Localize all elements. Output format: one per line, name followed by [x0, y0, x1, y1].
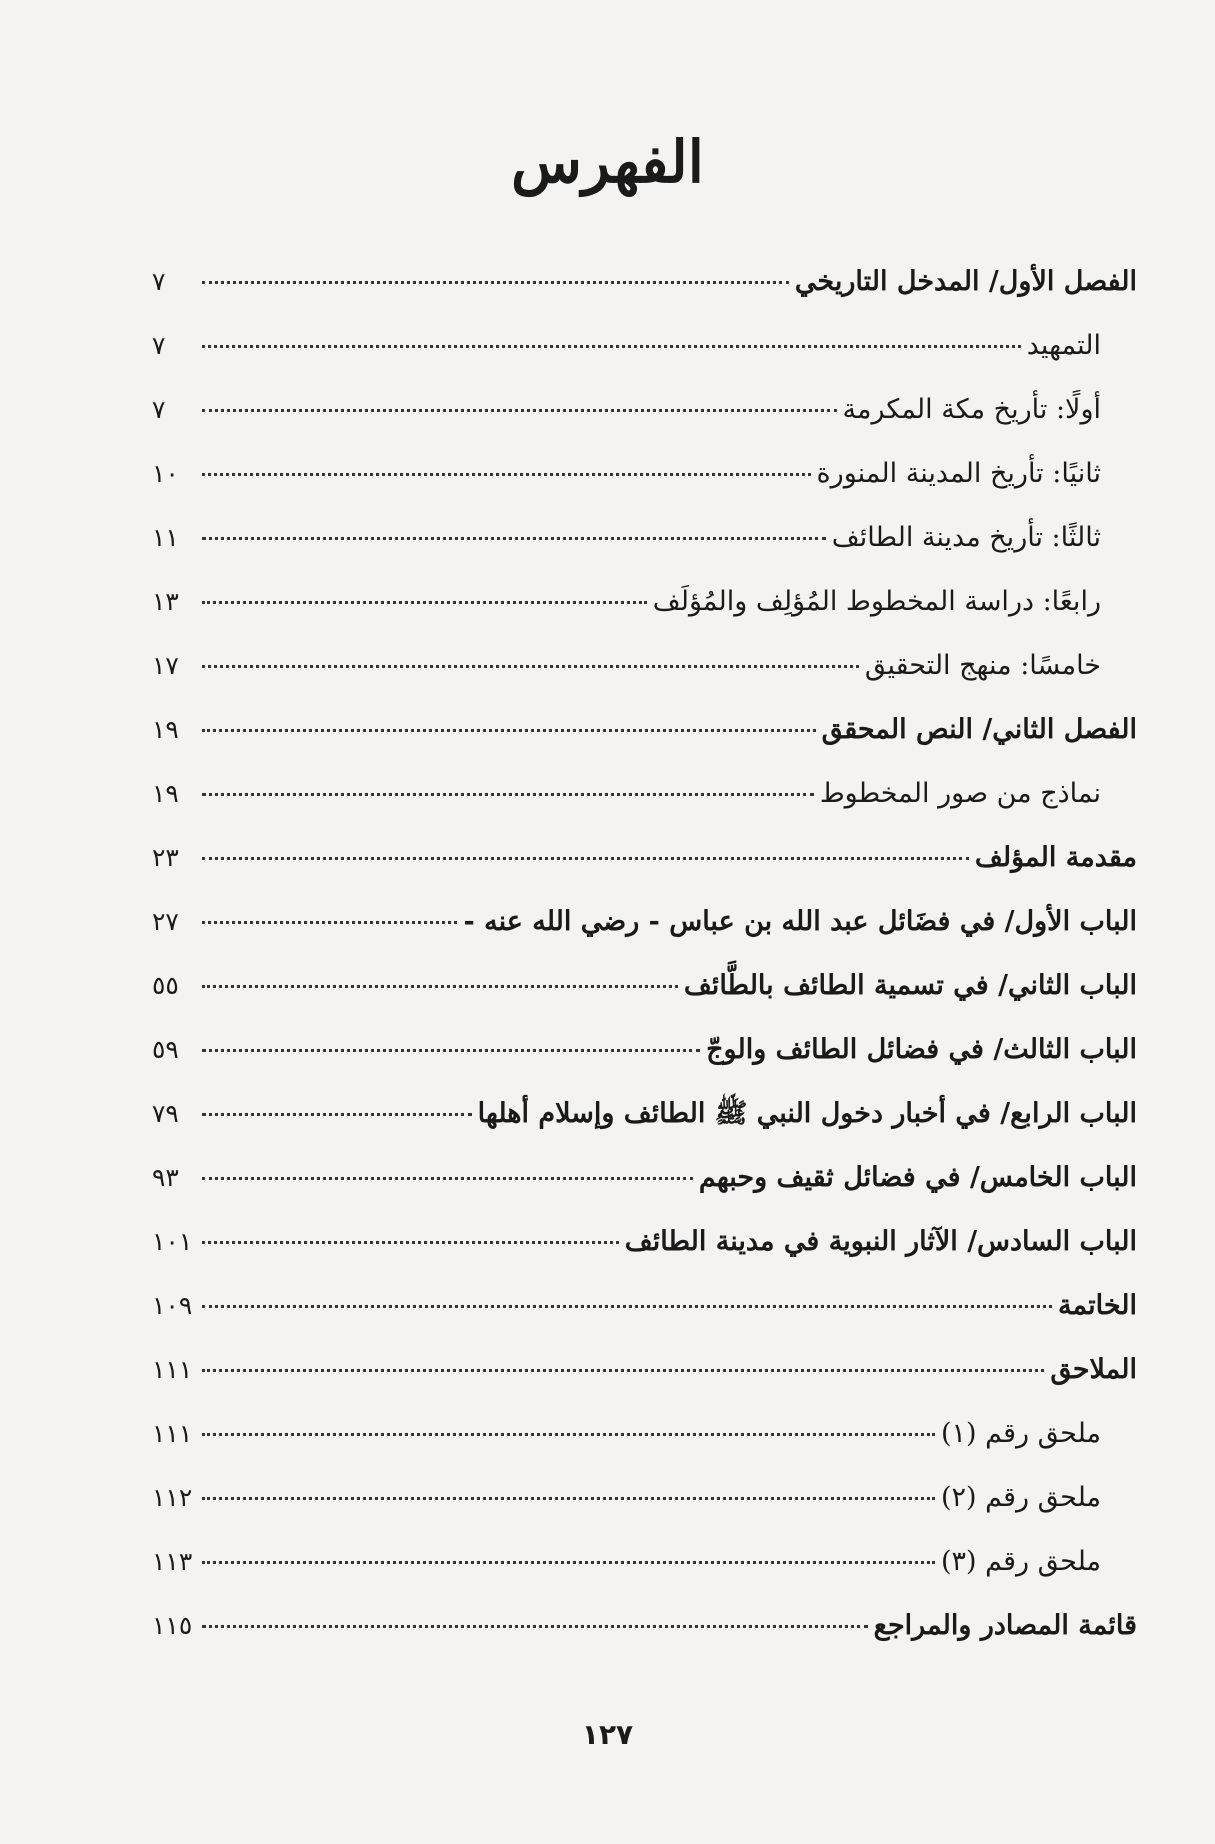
toc-entry: [152, 262, 1137, 326]
dot-leader: [202, 1369, 1044, 1372]
toc-entry-text: في فضَائل عبد الله بن عباس - رضي الله عنه -: [463, 906, 996, 937]
toc-entry: [152, 326, 1137, 390]
toc-entry-page: ٥٥: [152, 971, 179, 1000]
toc-entry-title: [817, 454, 1101, 494]
toc-entry-page: ٢٣: [152, 843, 179, 872]
toc-entry-title: [795, 262, 1137, 302]
toc-entry-title: [653, 582, 1101, 622]
toc-entry-title: [941, 1414, 1101, 1454]
dot-leader: [202, 537, 826, 540]
toc-entry-page: ١٠١: [152, 1227, 193, 1256]
toc-entry: [152, 1286, 1137, 1350]
page-title: الفهرس: [511, 128, 704, 196]
toc-entry-text: الملاحق: [1050, 1354, 1137, 1385]
toc-entry: [152, 838, 1137, 902]
dot-leader: [202, 985, 678, 988]
dot-leader: [202, 1625, 868, 1628]
toc-entry-page: ٢٧: [152, 907, 179, 936]
toc-entry: [152, 582, 1137, 646]
toc-entry-page: ١١٢: [152, 1483, 193, 1512]
toc-entry-page: ١١٥: [152, 1611, 193, 1640]
toc-entry-page: ٩٣: [152, 1163, 179, 1192]
toc-entry-text: نماذج من صور المخطوط: [819, 778, 1101, 809]
toc-entry-text: الآثار النبوية في مدينة الطائف: [624, 1226, 958, 1257]
toc-entry-heading: الباب الخامس/: [969, 1162, 1137, 1193]
dot-leader: [202, 729, 816, 732]
toc-entry: [152, 1030, 1137, 1094]
toc-entry-page: ٥٩: [152, 1035, 179, 1064]
toc-entry-page: ١٠: [152, 459, 179, 488]
toc-entry: [152, 1158, 1137, 1222]
toc-entry-page: ١١١: [152, 1355, 193, 1384]
toc-entry-text: ملحق رقم (٣): [940, 1546, 1101, 1577]
dot-leader: [202, 409, 837, 412]
toc-entry: [152, 454, 1137, 518]
toc-entry-text: الفصل الثاني/ النص المحقق: [821, 714, 1137, 745]
toc-entry-text: ثالثًا: تأريخ مدينة الطائف: [831, 522, 1101, 553]
toc-entry: [152, 902, 1137, 966]
page-number: ١٢٧: [581, 1718, 634, 1751]
toc-entry-page: ١٩: [152, 715, 179, 744]
toc-entry-text: الخاتمة: [1058, 1290, 1137, 1321]
toc-entry-title: [478, 1094, 1137, 1134]
toc-entry-heading: الباب الأول/: [1004, 906, 1137, 937]
toc-entry-title: [975, 838, 1137, 878]
toc-entry-title: [463, 902, 1137, 942]
toc-entry-page: ٧٩: [152, 1099, 179, 1128]
toc-entry-page: ١١١: [152, 1419, 193, 1448]
toc-entry: [152, 1414, 1137, 1478]
toc-entry-heading: الباب الرابع/: [1000, 1098, 1137, 1129]
toc-entry-page: ١٩: [152, 779, 179, 808]
toc-entry: [152, 710, 1137, 774]
toc-entry: [152, 1606, 1137, 1670]
toc-entry-title: [1058, 1286, 1137, 1326]
toc-entry-text: التمهيد: [1026, 330, 1101, 361]
toc-entry: [152, 966, 1137, 1030]
toc-entry-title: [820, 774, 1101, 814]
toc-entry-title: [625, 1222, 1137, 1262]
toc-entry-title: [941, 1542, 1101, 1582]
toc-entry: [152, 1094, 1137, 1158]
toc-entry: [152, 390, 1137, 454]
toc-entry-text: ملحق رقم (١): [940, 1418, 1101, 1449]
toc-entry-text: ثانيًا: تأريخ المدينة المنورة: [816, 458, 1101, 489]
table-of-contents: [152, 262, 1137, 1670]
dot-leader: [202, 345, 1021, 348]
dot-leader: [202, 665, 859, 668]
toc-entry: [152, 1542, 1137, 1606]
dot-leader: [202, 1049, 700, 1052]
toc-entry-page: ٧: [152, 267, 166, 296]
dot-leader: [202, 281, 789, 284]
toc-entry-page: ١٧: [152, 651, 179, 680]
dot-leader: [202, 473, 811, 476]
toc-entry-text: في أخبار دخول النبي ﷺ الطائف وإسلام أهلها: [477, 1098, 991, 1129]
dot-leader: [202, 1561, 935, 1564]
dot-leader: [202, 601, 647, 604]
toc-entry: [152, 1350, 1137, 1414]
toc-entry-title: [699, 1158, 1137, 1198]
toc-entry-title: [684, 966, 1137, 1006]
toc-entry-title: [1027, 326, 1101, 366]
toc-entry: [152, 1478, 1137, 1542]
toc-entry-title: [941, 1478, 1101, 1518]
dot-leader: [202, 1113, 472, 1116]
toc-entry-text: أولًا: تأريخ مكة المكرمة: [842, 394, 1101, 425]
toc-entry-title: [822, 710, 1137, 750]
toc-entry-text: رابعًا: دراسة المخطوط المُؤلِف والمُؤلَف: [652, 586, 1101, 617]
toc-entry: [152, 518, 1137, 582]
dot-leader: [202, 857, 969, 860]
toc-entry-text: مقدمة المؤلف: [974, 842, 1137, 873]
toc-entry: [152, 774, 1137, 838]
toc-entry: [152, 646, 1137, 710]
toc-entry-text: في فضائل الطائف والوجّ: [706, 1034, 984, 1065]
toc-entry-title: [832, 518, 1101, 558]
toc-entry-text: قائمة المصادر والمراجع: [873, 1610, 1137, 1641]
toc-entry-page: ١٣: [152, 587, 179, 616]
dot-leader: [202, 793, 814, 796]
toc-entry-text: ملحق رقم (٢): [940, 1482, 1101, 1513]
toc-entry-text: خامسًا: منهج التحقيق: [864, 650, 1101, 681]
toc-entry-title: [1050, 1350, 1137, 1390]
dot-leader: [202, 1433, 935, 1436]
toc-entry-heading: الباب الثاني/: [998, 970, 1137, 1001]
dot-leader: [202, 1305, 1052, 1308]
dot-leader: [202, 1177, 693, 1180]
toc-entry-text: في فضائل ثقيف وحبهم: [698, 1162, 961, 1193]
toc-entry-heading: الباب الثالث/: [993, 1034, 1137, 1065]
toc-entry-title: [874, 1606, 1137, 1646]
toc-entry-title: [865, 646, 1101, 686]
toc-entry-page: ٧: [152, 331, 166, 360]
toc-entry-title: [706, 1030, 1137, 1070]
toc-entry-page: ١١: [152, 523, 179, 552]
toc-entry-page: ١٠٩: [152, 1291, 193, 1320]
toc-entry-page: ٧: [152, 395, 166, 424]
toc-entry-text: في تسمية الطائف بالطَّائف: [683, 970, 989, 1001]
toc-entry-title: [843, 390, 1101, 430]
dot-leader: [202, 1497, 935, 1500]
dot-leader: [202, 1241, 619, 1244]
toc-entry-page: ١١٣: [152, 1547, 193, 1576]
dot-leader: [202, 921, 457, 924]
toc-entry-heading: الباب السادس/: [967, 1226, 1137, 1257]
toc-entry: [152, 1222, 1137, 1286]
toc-entry-text: الفصل الأول/ المدخل التاريخي: [794, 266, 1137, 297]
